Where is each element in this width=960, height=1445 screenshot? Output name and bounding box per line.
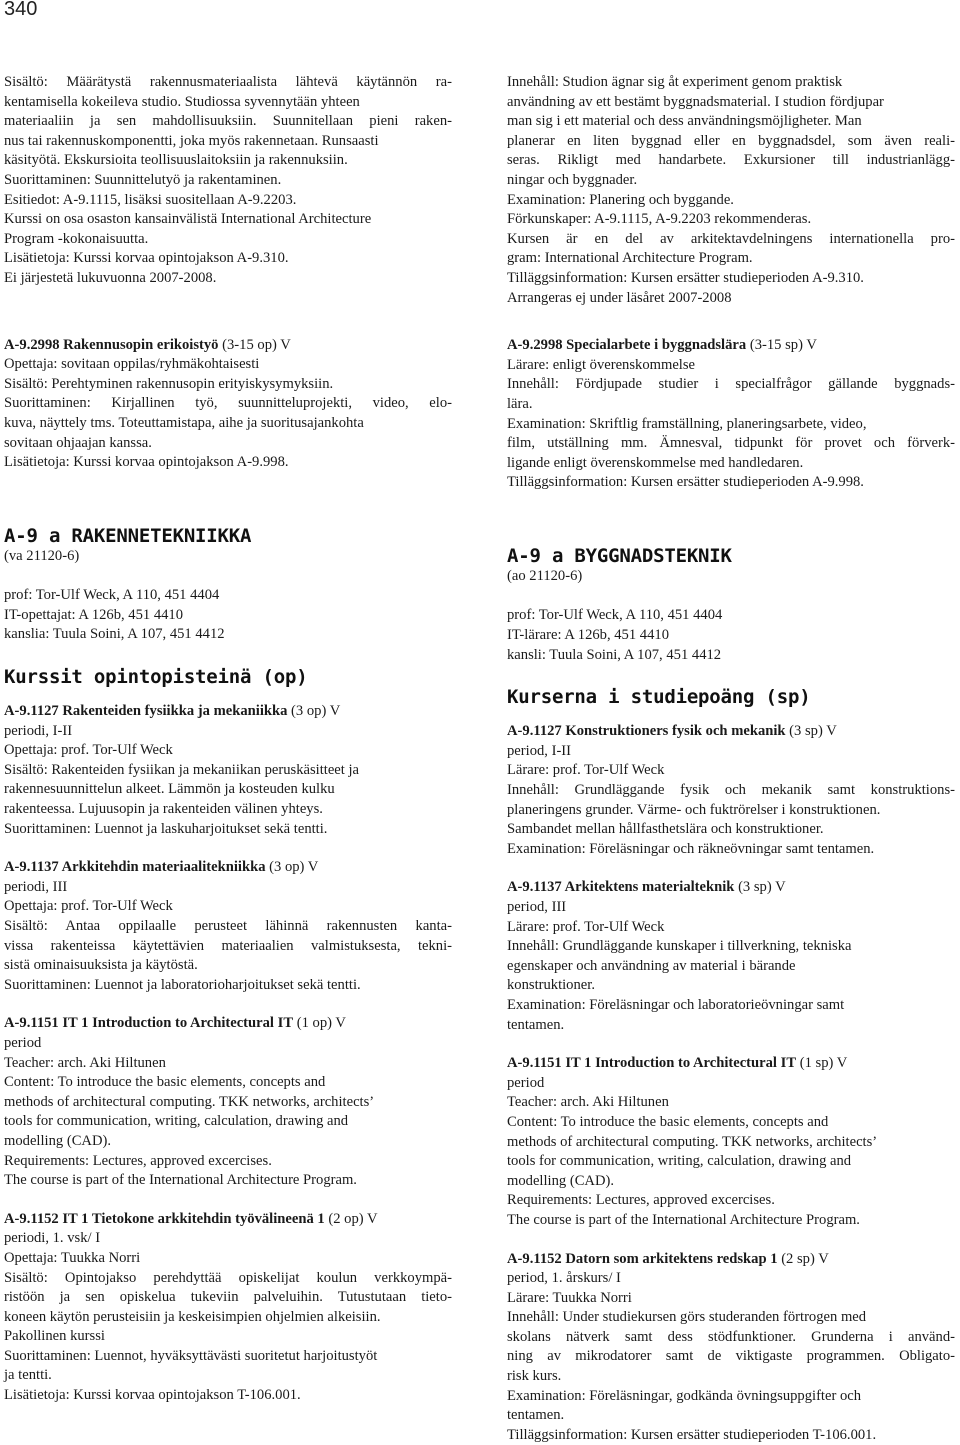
course-line: rakennesuunnittelun alkeet. Lämmön ja kosteuden kulku — [4, 780, 452, 800]
course-credits: (3-15 sp) V — [746, 337, 817, 353]
spacer — [507, 665, 955, 686]
text-line: Innehåll: Studion ägnar sig åt experiment genom praktisk — [507, 73, 955, 93]
text-line: användning av ett bestämt byggnadsmaterial. I studion fördjupar — [507, 93, 955, 113]
course-line: Lärare: enligt överenskommelse — [507, 356, 955, 376]
course-line: Examination: Föreläsningar och räkneövningar samt tentamen. — [507, 840, 955, 860]
course-line: Teacher: arch. Aki Hiltunen — [4, 1054, 452, 1074]
spacer — [4, 995, 452, 1014]
course-line: tools for communication, writing, calculation, drawing and — [4, 1112, 452, 1132]
course-heading — [4, 858, 452, 878]
course-credits: (1 op) V — [293, 1015, 346, 1031]
text-line: prof: Tor-Ulf Weck, A 110, 451 4404 — [507, 606, 955, 626]
course-line: Sisältö: Perehtyminen rakennusopin erityiskysymyksiin. — [4, 375, 452, 395]
course-code-title: A-9.1127 Konstruktioners fysik och mekanik — [507, 723, 786, 739]
course-line: Suorittaminen: Luennot ja laboratorioharjoitukset sekä tentti. — [4, 976, 452, 996]
course-entry — [4, 1014, 452, 1190]
course-credits: (3 op) V — [287, 703, 340, 719]
course-line: kuva, näyttely tms. Toteuttamistapa, aihe ja suoritusajankohta — [4, 414, 452, 434]
course-line: period, 1. årskurs/ I — [507, 1269, 955, 1289]
course-line: period — [4, 1034, 452, 1054]
text-line: Esitiedot: A-9.1115, lisäksi suositellaan A-9.2203. — [4, 191, 452, 211]
course-line: ning av mikrodatorer samt de viktigaste programmen. Obligato- — [507, 1347, 955, 1367]
department-title: A-9 a BYGGNADSTEKNIK — [507, 545, 955, 567]
course-line: Suorittaminen: Luennot, hyväksyttävästi suoritetut harjoitustyöt — [4, 1347, 452, 1367]
text-line: planerar en liten byggnad eller en byggnadsdel, som även reali- — [507, 132, 955, 152]
course-line: risk kurs. — [507, 1367, 955, 1387]
course-2998 — [4, 336, 452, 473]
course-code-title: A-9.1137 Arkkitehdin materiaalitekniikka — [4, 859, 266, 875]
course-line: film, utställning mm. Ämnesval, tidpunkt för provet och förverk- — [507, 434, 955, 454]
text-line: Tilläggsinformation: Kursen ersätter studieperioden A-9.310. — [507, 269, 955, 289]
course-line: Lärare: prof. Tor-Ulf Weck — [507, 761, 955, 781]
course-2998 — [507, 336, 955, 493]
text-line: ningar och byggnader. — [507, 171, 955, 191]
course-code-title: A-9.1152 Datorn som arkitektens redskap 1 — [507, 1251, 778, 1267]
course-line: skolans nätverk samt dess stödfunktioner. Grunderna i använd- — [507, 1328, 955, 1348]
course-line: Lisätietoja: Kurssi korvaa opintojakson A-9.998. — [4, 453, 452, 473]
spacer — [507, 1231, 955, 1250]
course-line: ristöön ja sen opiskelua tukeviin palveluihin. Tutustutaan tieto- — [4, 1288, 452, 1308]
course-line: Content: To introduce the basic elements, concepts and — [507, 1113, 955, 1133]
course-heading — [4, 336, 452, 356]
text-line: IT-opettajat: A 126b, 451 4410 — [4, 606, 452, 626]
course-line: modelling (CAD). — [507, 1172, 955, 1192]
courses-heading: Kurssit opintopisteinä (op) — [4, 666, 452, 688]
course-line: Sisältö: Opintojakso perehdyttää opiskelijat koulun verkkoympä- — [4, 1269, 452, 1289]
text-line: materiaaliin ja sen mahdollisuuksiin. Suunnitellaan pieni raken- — [4, 112, 452, 132]
text-line: prof: Tor-Ulf Weck, A 110, 451 4404 — [4, 586, 452, 606]
course-line: Innehåll: Fördjupade studier i specialfrågor gällande byggnads- — [507, 375, 955, 395]
department-code: (ao 21120-6) — [507, 567, 955, 587]
course-line: methods of architectural computing. TKK networks, architects’ — [4, 1093, 452, 1113]
course-credits: (2 sp) V — [778, 1251, 829, 1267]
course-line: planeringens grunder. Värme- och fuktrörelser i konstruktionen. — [507, 801, 955, 821]
intro-paragraph — [507, 73, 955, 308]
course-line: ja tentti. — [4, 1366, 452, 1386]
spacer — [507, 586, 955, 606]
courses-heading: Kurserna i studiepoäng (sp) — [507, 686, 955, 708]
staff-contacts — [4, 586, 452, 645]
right-column-swedish — [507, 73, 955, 1445]
course-line: Opettaja: sovitaan oppilas/ryhmäkohtaisesti — [4, 355, 452, 375]
course-credits: (2 op) V — [325, 1211, 378, 1227]
course-line: period, III — [507, 898, 955, 918]
course-code-title: A-9.1152 IT 1 Tietokone arkkitehdin työvälineenä 1 — [4, 1211, 325, 1227]
page-number: 340 — [4, 0, 37, 21]
spacer — [4, 289, 452, 336]
course-code-title: A-9.1151 IT 1 Introduction to Architectural IT — [507, 1055, 796, 1071]
course-credits: (3 sp) V — [734, 879, 785, 895]
text-line: Lisätietoja: Kurssi korvaa opintojakson A-9.310. — [4, 249, 452, 269]
course-credits: (3-15 op) V — [218, 337, 290, 353]
course-entry — [4, 858, 452, 995]
course-line: Pakollinen kurssi — [4, 1327, 452, 1347]
course-line: Tilläggsinformation: Kursen ersätter studieperioden T-106.001. — [507, 1426, 955, 1445]
text-line: kentamisella kokeileva studio. Studiossa syvennytään yhteen — [4, 93, 452, 113]
department-title: A-9 a RAKENNETEKNIIKKA — [4, 525, 452, 547]
course-line: Tilläggsinformation: Kursen ersätter studieperioden A-9.998. — [507, 473, 955, 493]
text-line: kanslia: Tuula Soini, A 107, 451 4412 — [4, 625, 452, 645]
course-line: Lärare: prof. Tor-Ulf Weck — [507, 918, 955, 938]
spacer — [507, 859, 955, 878]
course-line: periodi, III — [4, 878, 452, 898]
course-line: modelling (CAD). — [4, 1132, 452, 1152]
text-line: Suorittaminen: Suunnittelutyö ja rakentaminen. — [4, 171, 452, 191]
course-line: Opettaja: prof. Tor-Ulf Weck — [4, 897, 452, 917]
intro-paragraph — [4, 73, 452, 289]
course-line: egenskaper och användning av material i bärande — [507, 957, 955, 977]
text-line: käsityötä. Ekskursioita teollisuuslaitoksiin ja rakennuksiin. — [4, 151, 452, 171]
course-line: Innehåll: Under studiekursen görs studeranden förtrogen med — [507, 1308, 955, 1328]
staff-contacts — [507, 606, 955, 665]
left-column-finnish — [4, 73, 452, 1406]
course-entry — [507, 1250, 955, 1445]
text-line: man sig i ett material och dess användningsmöjligheter. Man — [507, 112, 955, 132]
spacer — [507, 1035, 955, 1054]
department-code: (va 21120-6) — [4, 547, 452, 567]
course-line: Lärare: Tuukka Norri — [507, 1289, 955, 1309]
course-line: tentamen. — [507, 1016, 955, 1036]
course-line: period, I-II — [507, 742, 955, 762]
course-line: konstruktioner. — [507, 976, 955, 996]
course-heading — [4, 1210, 452, 1230]
spacer — [4, 566, 452, 586]
course-code-title: A-9.1127 Rakenteiden fysiikka ja mekaniikka — [4, 703, 287, 719]
course-line: Sambandet mellan hållfasthetslära och konstruktioner. — [507, 820, 955, 840]
course-line: Innehåll: Grundläggande kunskaper i tillverkning, tekniska — [507, 937, 955, 957]
text-line: Sisältö: Määrätystä rakennusmateriaalista lähtevä käytännön ra- — [4, 73, 452, 93]
spacer — [4, 473, 452, 525]
course-entry — [4, 1210, 452, 1406]
spacer — [4, 1191, 452, 1210]
course-code-title: A-9.2998 Rakennusopin erikoistyö — [4, 337, 218, 353]
course-line: sistä ominaisuuksista ja käytöstä. — [4, 956, 452, 976]
course-line: Examination: Föreläsningar, godkända övningsuppgifter och — [507, 1387, 955, 1407]
spacer — [507, 708, 955, 722]
text-line: nus tai rakennuskomponentti, joka myös rakennetaan. Runsaasti — [4, 132, 452, 152]
course-line: tentamen. — [507, 1406, 955, 1426]
course-line: Examination: Skriftlig framställning, planeringsarbete, video, — [507, 415, 955, 435]
course-heading — [507, 878, 955, 898]
text-line: Arrangeras ej under läsåret 2007-2008 — [507, 289, 955, 309]
text-line: kansli: Tuula Soini, A 107, 451 4412 — [507, 646, 955, 666]
course-line: The course is part of the International Architecture Program. — [507, 1211, 955, 1231]
course-line: Sisältö: Rakenteiden fysiikan ja mekaniikan peruskäsitteet ja — [4, 761, 452, 781]
text-line: Ei järjestetä lukuvuonna 2007-2008. — [4, 269, 452, 289]
course-line: koneen käytön perusteisiin ja keskeisimpien ohjelmien alkeisiin. — [4, 1308, 452, 1328]
course-line: Teacher: arch. Aki Hiltunen — [507, 1093, 955, 1113]
course-heading — [507, 1250, 955, 1270]
course-heading — [507, 722, 955, 742]
text-line: Kursen är en del av arkitektavdelningens internationella pro- — [507, 230, 955, 250]
course-heading — [4, 702, 452, 722]
course-line: The course is part of the International Architecture Program. — [4, 1171, 452, 1191]
course-line: Requirements: Lectures, approved excercises. — [507, 1191, 955, 1211]
course-line: Requirements: Lectures, approved excercises. — [4, 1152, 452, 1172]
text-line: Program -kokonaisuutta. — [4, 230, 452, 250]
course-code-title: A-9.1151 IT 1 Introduction to Architectural IT — [4, 1015, 293, 1031]
course-line: Suorittaminen: Luennot ja laskuharjoitukset sekä tentti. — [4, 820, 452, 840]
course-line: periodi, I-II — [4, 722, 452, 742]
course-entry — [507, 878, 955, 1035]
course-line: ligande enligt överenskommelse med handledaren. — [507, 454, 955, 474]
course-line: Sisältö: Antaa oppilaalle perusteet lähinnä rakennusten kanta- — [4, 917, 452, 937]
text-line: seras. Rikligt med handarbete. Exkursioner till industrianlägg- — [507, 151, 955, 171]
spacer — [507, 493, 955, 545]
course-entry — [507, 722, 955, 859]
course-line: Innehåll: Grundläggande fysik och mekanik samt konstruktions- — [507, 781, 955, 801]
spacer — [507, 308, 955, 336]
course-credits: (3 op) V — [266, 859, 319, 875]
spacer — [4, 688, 452, 702]
text-line: gram: International Architecture Program. — [507, 249, 955, 269]
spacer — [4, 645, 452, 666]
course-line: Lisätietoja: Kurssi korvaa opintojakson T-106.001. — [4, 1386, 452, 1406]
course-heading — [507, 336, 955, 356]
course-line: Suorittaminen: Kirjallinen työ, suunnitteluprojekti, video, elo- — [4, 394, 452, 414]
course-heading — [507, 1054, 955, 1074]
course-line: tools for communication, writing, calculation, drawing and — [507, 1152, 955, 1172]
course-code-title: A-9.2998 Specialarbete i byggnadslära — [507, 337, 746, 353]
spacer — [4, 839, 452, 858]
course-line: lära. — [507, 395, 955, 415]
text-line: Kurssi on osa osaston kansainvälistä International Architecture — [4, 210, 452, 230]
text-line: IT-lärare: A 126b, 451 4410 — [507, 626, 955, 646]
text-line: Förkunskaper: A-9.1115, A-9.2203 rekommenderas. — [507, 210, 955, 230]
course-entry — [4, 702, 452, 839]
course-line: Examination: Föreläsningar och laboratorieövningar samt — [507, 996, 955, 1016]
course-line: Opettaja: prof. Tor-Ulf Weck — [4, 741, 452, 761]
course-heading — [4, 1014, 452, 1034]
course-line: periodi, 1. vsk/ I — [4, 1229, 452, 1249]
course-credits: (1 sp) V — [796, 1055, 847, 1071]
course-credits: (3 sp) V — [786, 723, 837, 739]
course-code-title: A-9.1137 Arkitektens materialteknik — [507, 879, 734, 895]
course-line: period — [507, 1074, 955, 1094]
course-line: sovitaan ohjaajan kanssa. — [4, 434, 452, 454]
course-line: rakenteessa. Lujuusopin ja rakenteiden välinen yhteys. — [4, 800, 452, 820]
course-line: Content: To introduce the basic elements, concepts and — [4, 1073, 452, 1093]
text-line: Examination: Planering och byggande. — [507, 191, 955, 211]
course-line: methods of architectural computing. TKK networks, architects’ — [507, 1133, 955, 1153]
course-entry — [507, 1054, 955, 1230]
course-line: Opettaja: Tuukka Norri — [4, 1249, 452, 1269]
course-line: vissa rakenteissa käytettävien materiaalien valmistuksesta, tekni- — [4, 937, 452, 957]
